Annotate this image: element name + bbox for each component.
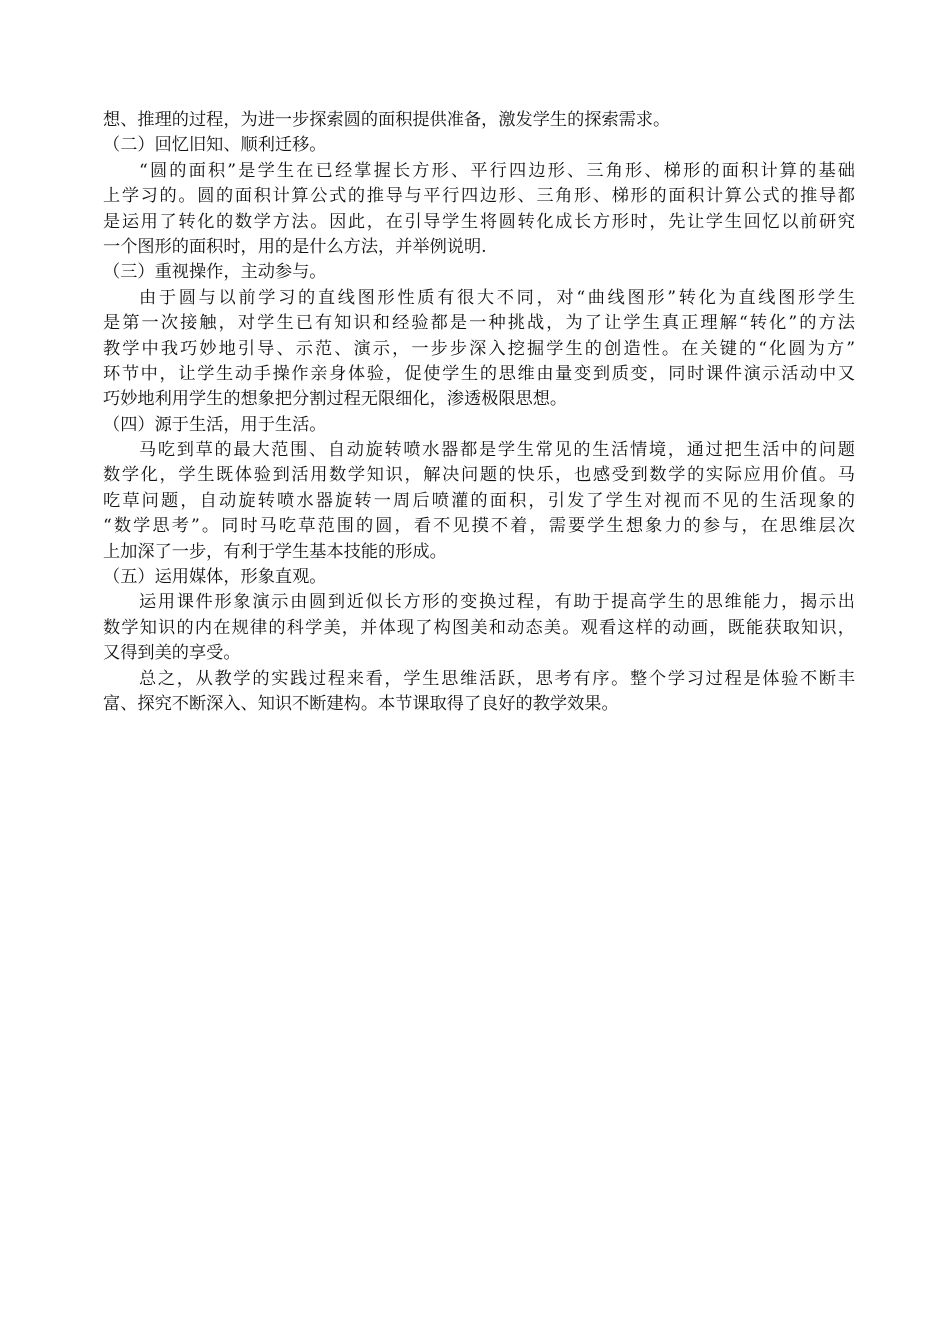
text-line-23: 总之，从教学的实践过程来看，学生思维活跃，思考有序。整个学习过程是体验不断丰 xyxy=(139,668,855,689)
text-line-6: 一个图形的面积时，用的是什么方法，并举例说明. xyxy=(103,236,487,257)
document-page xyxy=(103,108,855,717)
text-line-4: 上学习的。圆的面积计算公式的推导与平行四边形、三角形、梯形的面积计算公式的推导都 xyxy=(103,186,855,207)
text-line-16: 吃草问题，自动旋转喷水器旋转一周后喷灌的面积，引发了学生对视而不见的生活现象的 xyxy=(103,490,855,511)
text-line-11: 环节中，让学生动手操作亲身体验，促使学生的思维由量变到质变，同时课件演示活动中又 xyxy=(103,363,855,384)
text-line-15: 数学化，学生既体验到活用数学知识，解决问题的快乐，也感受到数学的实际应用价值。马 xyxy=(103,465,855,486)
section-heading-2: （二）回忆旧知、顺利迁移。 xyxy=(103,135,327,156)
text-line-21: 数学知识的内在规律的科学美，并体现了构图美和动态美。观看这样的动画，既能获取知识， xyxy=(103,617,855,638)
text-line-5: 是运用了转化的数学方法。因此，在引导学生将圆转化成长方形时，先让学生回忆以前研究 xyxy=(103,211,855,232)
text-line-22: 又得到美的享受。 xyxy=(103,643,241,664)
text-line-14: 马吃到草的最大范围、自动旋转喷水器都是学生常见的生活情境，通过把生活中的问题 xyxy=(139,440,855,461)
text-line-8: 由于圆与以前学习的直线图形性质有很大不同，对“曲线图形”转化为直线图形学生 xyxy=(139,287,855,308)
text-line-12: 巧妙地利用学生的想象把分割过程无限细化，渗透极限思想。 xyxy=(103,389,568,410)
text-line-10: 教学中我巧妙地引导、示范、演示，一步步深入挖掘学生的创造性。在关键的“化圆为方” xyxy=(103,338,855,359)
text-line-24: 富、探究不断深入、知识不断建构。本节课取得了良好的教学效果。 xyxy=(103,693,619,714)
text-line-3: “圆的面积”是学生在已经掌握长方形、平行四边形、三角形、梯形的面积计算的基础 xyxy=(139,160,855,181)
text-line-18: 上加深了一步，有利于学生基本技能的形成。 xyxy=(103,541,447,562)
text-line-17: “数学思考”。同时马吃草范围的圆，看不见摸不着，需要学生想象力的参与，在思维层次 xyxy=(103,516,855,537)
text-line-1: 想、推理的过程，为进一步探索圆的面积提供准备，激发学生的探索需求。 xyxy=(103,110,671,130)
section-heading-5: （五）运用媒体，形象直观。 xyxy=(103,567,327,588)
section-heading-3: （三）重视操作，主动参与。 xyxy=(103,262,327,283)
text-line-20: 运用课件形象演示由圆到近似长方形的变换过程，有助于提高学生的思维能力，揭示出 xyxy=(139,592,855,613)
section-heading-4: （四）源于生活，用于生活。 xyxy=(103,414,327,435)
text-line-9: 是第一次接触，对学生已有知识和经验都是一种挑战，为了让学生真正理解“转化”的方法 xyxy=(103,313,855,334)
